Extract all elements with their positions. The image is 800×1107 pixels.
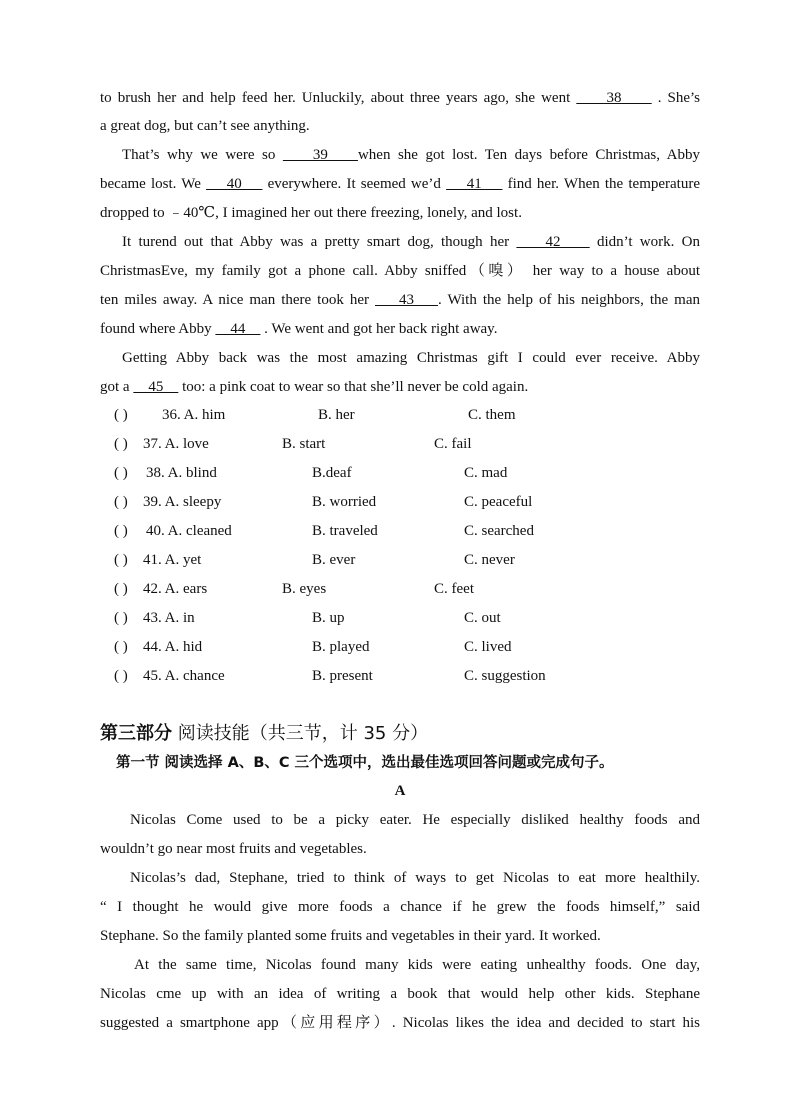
option-c: C. feet: [434, 581, 474, 597]
passage-line-3: Nicolas’s dad, Stephane, tried to think of ways to get Nicolas to eat more healthily.: [130, 870, 700, 886]
blank-38: 38: [576, 90, 652, 106]
option-c: C. mad: [464, 465, 508, 481]
option-a: 42. A. ears: [143, 581, 208, 597]
blank-41: 41: [446, 176, 503, 192]
passage-line-2: wouldn’t go near most fruits and vegetables.: [100, 841, 367, 857]
option-b: B. eyes: [282, 581, 327, 597]
option-a: 44. A. hid: [143, 639, 203, 655]
text: became lost. We: [100, 176, 207, 192]
passage-line-6: At the same time, Nicolas found many kids were eating unhealthy foods. One day,: [134, 957, 700, 973]
option-b: B. up: [312, 610, 345, 626]
section-title-rest: 阅读技能（共三节，计 35 分）: [172, 723, 429, 744]
cloze-line-8: [100, 290, 700, 310]
question-39: [0, 492, 800, 512]
option-c: C. fail: [434, 436, 472, 452]
cloze-line-10: Getting Abby back was the most amazing Christmas gift I could ever receive. Abby: [122, 350, 700, 366]
cloze-line-6: [122, 232, 700, 252]
answer-paren: ( ): [114, 610, 128, 626]
answer-paren: ( ): [114, 639, 128, 655]
option-c: C. never: [464, 552, 515, 568]
text: didn’t work. On: [589, 234, 700, 250]
option-a: 39. A. sleepy: [143, 494, 222, 510]
text: found where Abby: [100, 321, 216, 337]
option-a: 41. A. yet: [143, 552, 202, 568]
cloze-line-9: [100, 319, 700, 339]
text: It turend out that Abby was a pretty smart dog, though her: [122, 234, 517, 250]
answer-paren: ( ): [114, 465, 128, 481]
blank-42: 42: [516, 234, 590, 250]
text: . With the help of his neighbors, the man: [437, 292, 701, 308]
option-a: 38. A. blind: [146, 465, 217, 481]
text: That’s why we were so: [122, 147, 283, 163]
question-36: [0, 405, 800, 425]
text: . We went and got her back right away.: [260, 321, 498, 337]
section-title-bold: 第三部分: [100, 723, 172, 744]
option-b: B. played: [312, 639, 370, 655]
passage-label: A: [394, 783, 406, 799]
answer-paren: ( ): [114, 523, 128, 539]
cloze-line-2: a great dog, but can’t see anything.: [100, 118, 310, 134]
passage-line-7: Nicolas cme up with an idea of writing a book that would help other kids. Stephane: [100, 986, 700, 1002]
question-45: [0, 666, 800, 686]
option-b: B. her: [318, 407, 355, 423]
answer-paren: ( ): [114, 407, 128, 423]
option-a: 37. A. love: [143, 436, 209, 452]
option-a: 40. A. cleaned: [146, 523, 232, 539]
text: everywhere. It seemed we’d: [262, 176, 447, 192]
text: got a: [100, 379, 134, 395]
answer-paren: ( ): [114, 436, 128, 452]
option-c: C. peaceful: [464, 494, 533, 510]
cloze-line-4: [100, 174, 700, 194]
option-b: B. present: [312, 668, 373, 684]
option-a: 45. A. chance: [143, 668, 225, 684]
blank-43: 43: [375, 292, 438, 308]
passage-line-4: “ I thought he would give more foods a chance if he grew the foods himself,” said: [100, 899, 700, 915]
text: to brush her and help feed her. Unluckily, about three years ago, she went: [100, 90, 577, 106]
blank-39: 39: [282, 147, 358, 163]
answer-paren: ( ): [114, 668, 128, 684]
option-b: B. ever: [312, 552, 356, 568]
question-43: [0, 608, 800, 628]
option-c: C. searched: [464, 523, 534, 539]
cloze-line-7: ChristmasEve, my family got a phone call. Abby sniffed（嗅） her way to a house about: [100, 263, 700, 279]
passage-line-5: Stephane. So the family planted some fruits and vegetables in their yard. It worked.: [100, 928, 601, 944]
option-c: C. suggestion: [464, 668, 546, 684]
passage-line-1: Nicolas Come used to be a picky eater. He especially disliked healthy foods and: [130, 812, 700, 828]
question-42: [0, 579, 800, 599]
option-a: 36. A. him: [162, 407, 226, 423]
question-44: [0, 637, 800, 657]
cloze-line-5: dropped to ﹣40℃, I imagined her out there freezing, lonely, and lost.: [100, 205, 522, 221]
question-41: [0, 550, 800, 570]
option-b: B. start: [282, 436, 326, 452]
cloze-line-1: [100, 88, 700, 108]
option-b: B. worried: [312, 494, 377, 510]
option-b: B.deaf: [312, 465, 352, 481]
option-c: C. them: [468, 407, 516, 423]
question-38: [0, 463, 800, 483]
blank-40: 40: [206, 176, 263, 192]
question-40: [0, 521, 800, 541]
passage-line-8: suggested a smartphone app（应用程序）. Nicolas likes the idea and decided to start his: [100, 1015, 700, 1031]
blank-44: 44: [215, 321, 261, 337]
cloze-line-11: [100, 377, 700, 397]
answer-paren: ( ): [114, 494, 128, 510]
option-b: B. traveled: [312, 523, 378, 539]
blank-45: 45: [133, 379, 179, 395]
text: find her. When the temperature: [502, 176, 701, 192]
answer-paren: ( ): [114, 581, 128, 597]
text: ten miles away. A nice man there took her: [100, 292, 375, 308]
text: when she got lost. Ten days before Christmas, Abby: [357, 147, 701, 163]
text: . She’s: [651, 90, 700, 106]
option-a: 43. A. in: [143, 610, 195, 626]
cloze-line-3: [122, 145, 700, 165]
subsection-instructions: 第一节 阅读选择 A、B、C 三个选项中，选出最佳选项回答问题或完成句子。: [116, 755, 614, 771]
option-c: C. out: [464, 610, 501, 626]
answer-paren: ( ): [114, 552, 128, 568]
question-37: [0, 434, 800, 454]
text: too: a pink coat to wear so that she’ll never be cold again.: [178, 379, 529, 395]
section-title: [100, 722, 428, 746]
option-c: C. lived: [464, 639, 512, 655]
